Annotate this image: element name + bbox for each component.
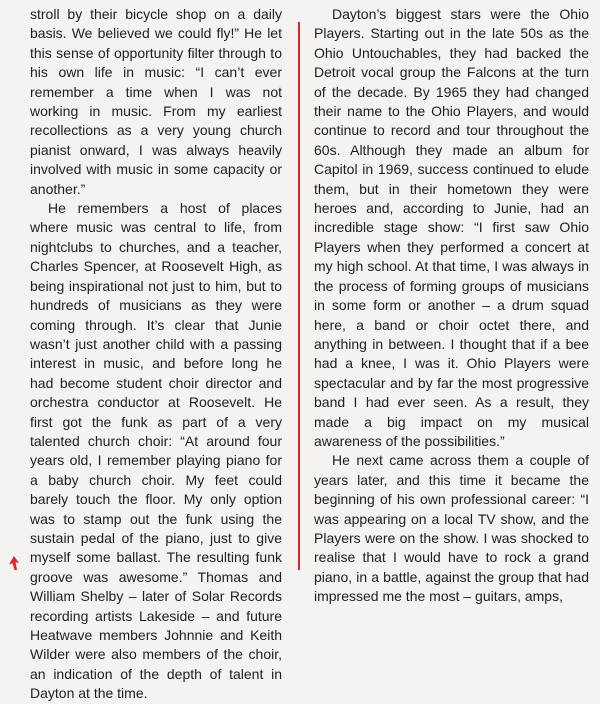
right-paragraph-2: He next came across them a couple of years later, and this time it became the beginning of his own professional career: “I was appearing on a local TV show, and the Players were on the show. I was shocked to realise that I would have to rock a grand piano, in a battle, against the group that had impressed me the most – guitars, amps, (314, 452, 589, 605)
left-paragraph-1: stroll by their bicycle shop on a daily basis. We believed we could fly!” He let this sense of opportunity filter through to his own life in music: “I can’t ever remember a time when I was not working in music. From my earliest recollections as a very young church pianist onward, I was always heavily involved with music in some capacity or another.” (30, 6, 282, 197)
red-arrow-icon (8, 556, 20, 570)
left-paragraph-2: He remembers a host of places where music was central to life, from nightclubs to churches, and a teacher, Charles Spencer, at Roosevelt High, as being inspirational not just to him, but to hundreds of musicians as they were coming through. It’s clear that Junie wasn’t just another child with a passing interest in music, and before long he had become student choir director and orchestra conductor at Roosevelt. He first got the funk as part of a very talented church choir: “At around four years old, I remember playing piano for a baby church choir. My feet could barely touch the floor. My only option was to stamp out the funk using the sustain pedal of the piano, just to give myself some ballast. The resulting funk groove was awesome.” Thomas and William Shelby – later of Solar Records recording artists Lakeside – and future Heatwave members Johnnie and Keith Wilder were also members of the choir, an indication of the depth of talent in Dayton at the time. (30, 200, 282, 702)
right-paragraph-1: Dayton’s biggest stars were the Ohio Players. Starting out in the late 50s as the Ohio Untouchables, they had backed the Detroit vocal group the Falcons at the turn of the decade. By 1965 they had changed their name to the Ohio Players, and would continue to record and tour throughout the 60s. Although they made an album for Capitol in 1969, success continued to elude them, but in their hometown they were heroes and, according to Junie, had an incredible stage show: “I first saw Ohio Players when they performed a concert at my high school. At that time, I was always in the process of forming groups of musicians in some form or another – a drum squad here, a band or choir octet there, and anything in between. I thought that if a bee had a knee, I was it. Ohio Players were spectacular and by far the most progressive band I had ever seen. As a result, they made a big impact on my musical awareness of the possibilities.” (314, 6, 589, 449)
left-column (30, 5, 282, 704)
right-column (314, 5, 589, 607)
column-divider (298, 22, 300, 570)
